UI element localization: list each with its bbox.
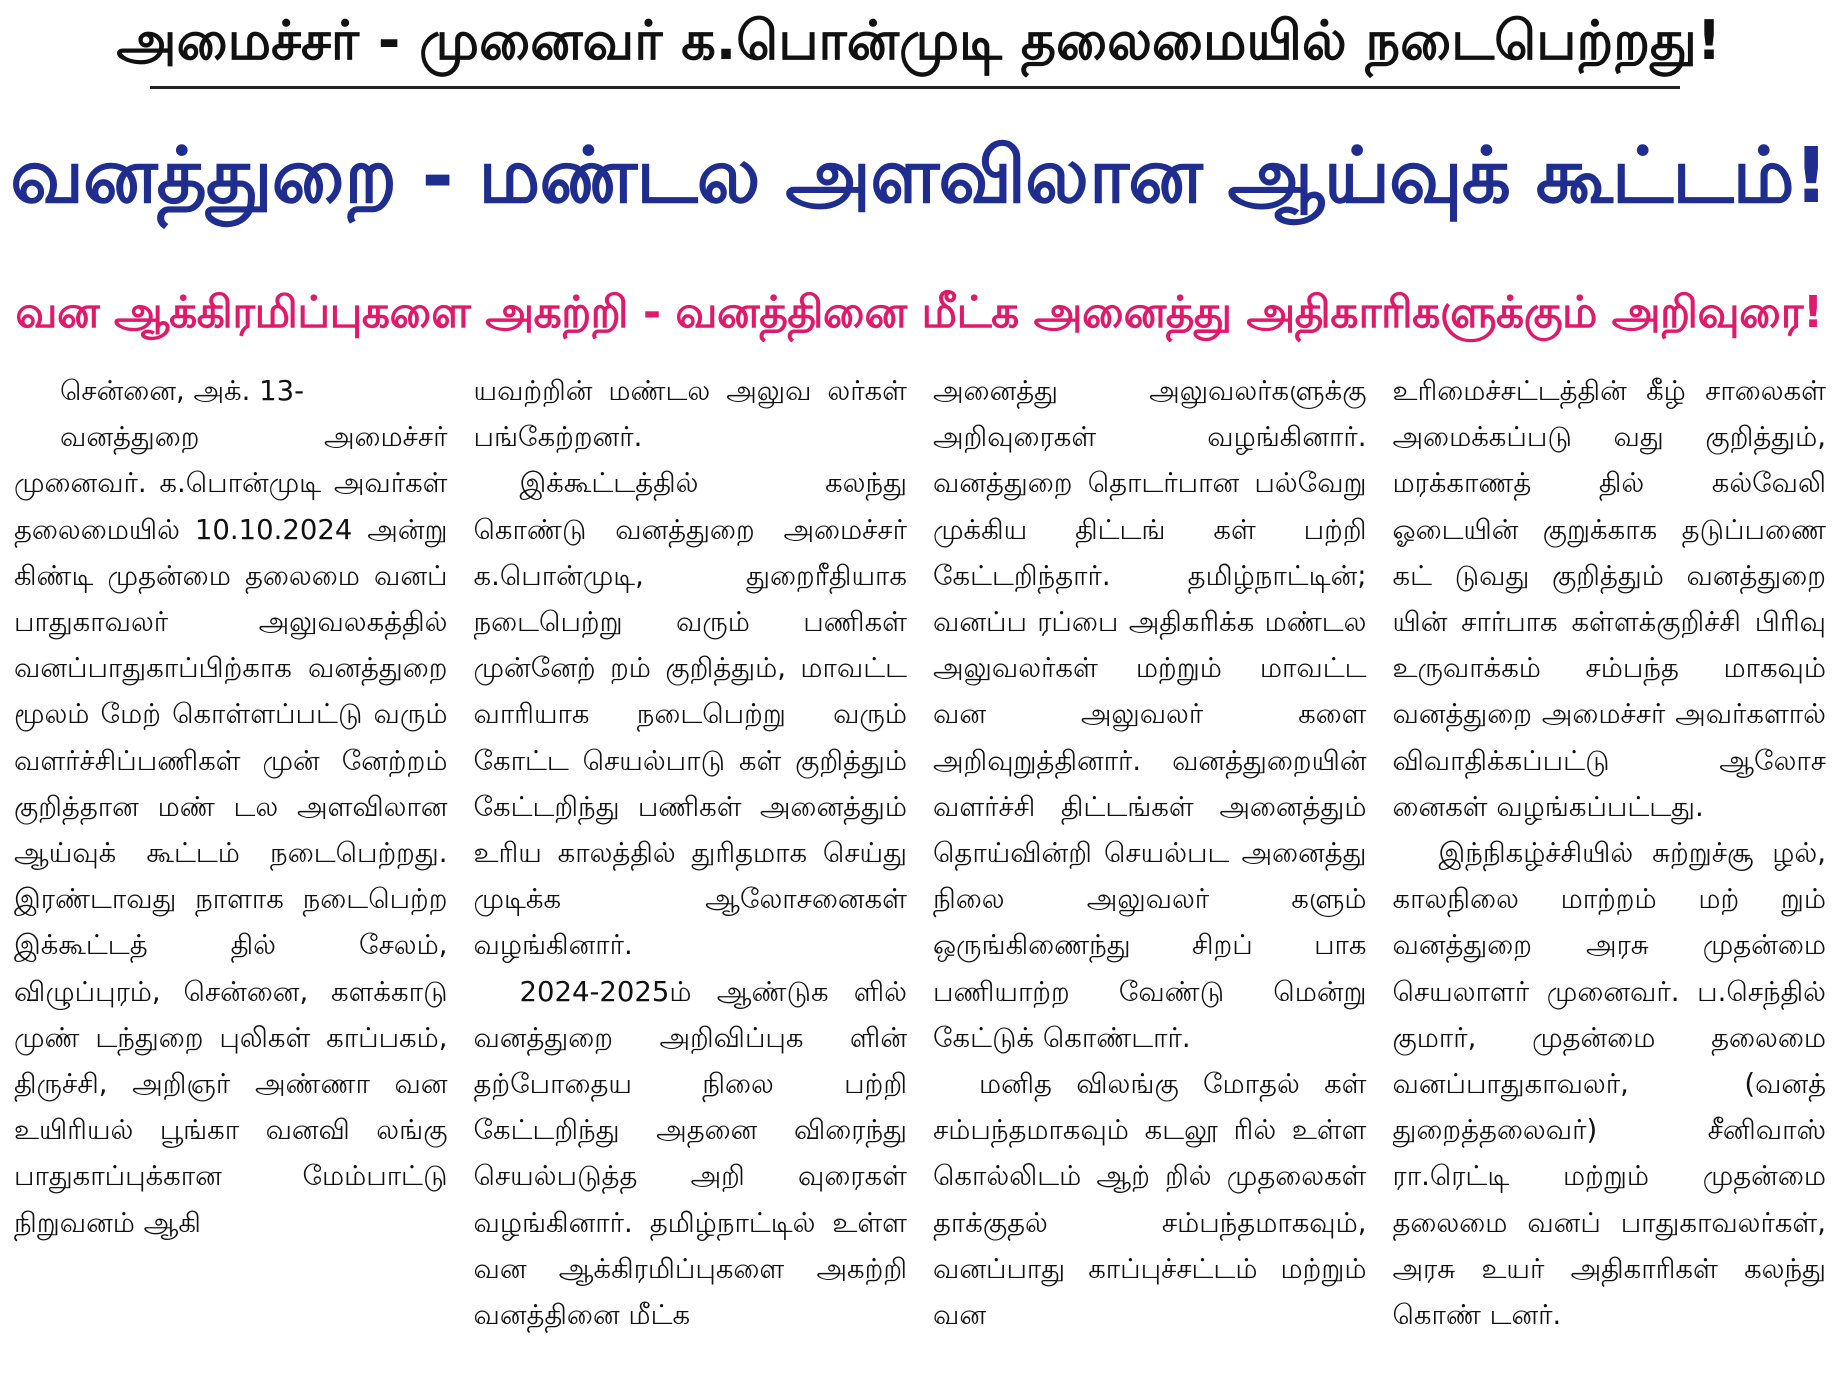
kicker-divider (150, 86, 1680, 89)
subheadline: வன ஆக்கிரமிப்புகளை அகற்றி - வனத்தினை மீட்க அனைத்து அதிகாரிகளுக்கும் அறிவுரை! (15, 287, 1823, 338)
article-column-4 (1393, 368, 1827, 1392)
headline: வனத்துறை - மண்டல அளவிலான ஆய்வுக் கூட்டம்! (10, 132, 1828, 221)
article-paragraph: அனைத்து அலுவலர்களுக்கு அறிவுரைகள் வழங்கினார். வனத்துறை தொடர்பான பல்வேறு முக்கிய திட்டங் கள் பற்றி கேட்டறிந்தார். தமிழ்நாட்டின்; வனப்ப ரப்பை அதிகரிக்க மண்டல அலுவலர்கள் மற்றும் மாவட்ட வன அலுவலர் களை அறிவுறுத்தினார். வனத்துறையின் வளர்ச்சி திட்டங்கள் அனைத்தும் தொய்வின்றி செயல்பட அனைத்து நிலை அலுவலர் களும் ஒருங்கிணைந்து சிறப் பாக பணியாற்ற வேண்டு மென்று கேட்டுக் கொண்டார். (933, 375, 1367, 1054)
article-paragraph: வனத்துறை அமைச்சர் முனைவர். க.பொன்முடி அவர்கள் தலைமையில் 10.10.2024 அன்று கிண்டி முதன்மை தலைமை வனப் பாதுகாவலர் அலுவலகத்தில் வனப்பாதுகாப்பிற்காக வனத்துறை மூலம் மேற் கொள்ளப்பட்டு வரும் வளர்ச்சிப்பணிகள் முன் னேற்றம் குறித்தான மண் டல அளவிலான ஆய்வுக் கூட்டம் நடைபெற்றது. இரண்டாவது நாளாக நடைபெற்ற இக்கூட்டத் தில் சேலம், விழுப்புரம், சென்னை, களக்காடு முண் டந்துறை புலிகள் காப்பகம், திருச்சி, அறிஞர் அண்ணா வன உயிரியல் பூங்கா வனவி லங்கு பாதுகாப்புக்கான மேம்பாட்டு நிறுவனம் ஆகி (14, 421, 448, 1239)
article-paragraph: யவற்றின் மண்டல அலுவ லர்கள் பங்கேற்றனர். (473, 375, 907, 454)
article-paragraph: மனித விலங்கு மோதல் கள் சம்பந்தமாகவும் கடலூ ரில் உள்ள கொல்லிடம் ஆற் றில் முதலைகள் தாக்குதல் சம்பந்தமாகவும், வனப்பாது காப்புச்சட்டம் மற்றும் வன (933, 1068, 1367, 1332)
article-paragraph: இக்கூட்டத்தில் கலந்து கொண்டு வனத்துறை அமைச்சர் க.பொன்முடி, துறைரீதியாக நடைபெற்று வரும் பணிகள் முன்னேற் றம் குறித்தும், மாவட்ட வாரியாக நடைபெற்று வரும் கோட்ட செயல்பாடு கள் குறித்தும் கேட்டறிந்து பணிகள் அனைத்தும் உரிய காலத்தில் துரிதமாக செய்து முடிக்க ஆலோசனைகள் வழங்கினார். (473, 467, 907, 962)
article-paragraph: 2024-2025ம் ஆண்டுக ளில் வனத்துறை அறிவிப்புக ளின் தற்போதைய நிலை பற்றி கேட்டறிந்து அதனை விரைந்து செயல்படுத்த அறி வுரைகள் வழங்கினார். தமிழ்நாட்டில் உள்ள வன ஆக்கிரமிப்புகளை அகற்றி வனத்தினை மீட்க (473, 975, 907, 1332)
dateline: சென்னை, அக். 13- (60, 375, 305, 407)
article-body (14, 368, 1826, 1392)
article-column-2 (474, 368, 908, 1392)
article-paragraph: இந்நிகழ்ச்சியில் சுற்றுச்சூ ழல், காலநிலை மாற்றம் மற் றும் வனத்துறை அரசு முதன்மை செயலாளர் முனைவர். ப.செந்தில் குமார், முதன்மை தலைமை வனப்பாதுகாவலர், (வனத் துறைத்தலைவர்) சீனிவாஸ் ரா.ரெட்டி மற்றும் முதன்மை தலைமை வனப் பாதுகாவலர்கள், அரசு உயர் அதிகாரிகள் கலந்து கொண் டனர். (1392, 837, 1826, 1332)
article-column-1 (14, 368, 448, 1392)
article-paragraph: உரிமைச்சட்டத்தின் கீழ் சாலைகள் அமைக்கப்படு வது குறித்தும், மரக்காணத் தில் கல்வேலி ஓடையின் குறுக்காக தடுப்பணை கட் டுவது குறித்தும் வனத்துறை யின் சார்பாக கள்ளக்குறிச்சி பிரிவு உருவாக்கம் சம்பந்த மாகவும் வனத்துறை அமைச்சர் அவர்களால் விவாதிக்கப்பட்டு ஆலோச னைகள் வழங்கப்பட்டது. (1392, 375, 1826, 823)
article-column-3 (933, 368, 1367, 1392)
kicker-line: அமைச்சர் - முனைவர் க.பொன்முடி தலைமையில் நடைபெற்றது! (116, 9, 1722, 72)
